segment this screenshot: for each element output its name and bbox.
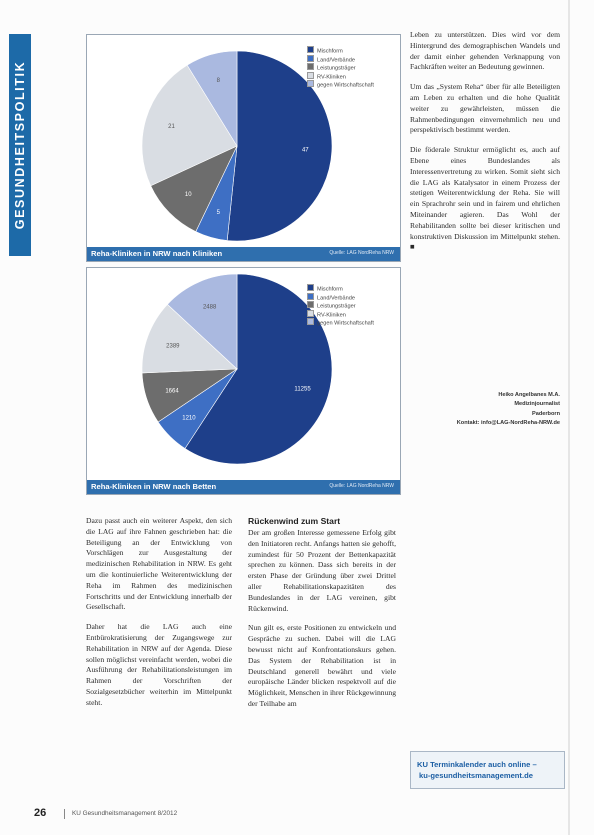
slice-value-label: 10 [184, 191, 192, 198]
author-city: Paderborn [532, 410, 560, 417]
section-heading: Rückenwind zum Start [248, 516, 341, 526]
author-block [410, 391, 560, 429]
legend-swatch [307, 293, 314, 300]
slice-value-label: 8 [216, 78, 221, 85]
legend-label: Mischform [317, 48, 343, 55]
paragraph: Die föderale Struktur ermöglicht es, auch auf Ebene eines Bundeslandes als Interessenvertretung zu wirken. Somit sieht sich die LAG als Katalysator in einem Prozess der stetigen Weiterentwicklung der Reha. Sie will ein Sprachrohr sein und in fairem und ehrlichen Miteinander agieren. Das Wohl der Rehabilitanden sollte bei dieser kritischen und konstruktiven Diskussion im Mittelpunkt stehen. ■ [410, 145, 560, 252]
legend-item [307, 72, 374, 81]
legend-label: Mischform [317, 286, 343, 293]
legend-item [307, 293, 374, 302]
chart-betten [86, 267, 401, 495]
slice-value-label: 2389 [166, 343, 180, 350]
legend-item [307, 46, 374, 55]
legend-swatch [307, 310, 314, 317]
right-text-column [410, 30, 560, 262]
legend-swatch [307, 301, 314, 308]
legend-swatch [307, 46, 314, 53]
legend-item [307, 318, 374, 327]
author-role: Medizinjournalist [514, 401, 560, 408]
promo-url-link[interactable]: ku-gesundheitsmanagement.de [419, 771, 533, 780]
legend-swatch [307, 318, 314, 325]
chart-title: Reha-Kliniken in NRW nach Kliniken [91, 249, 223, 258]
chart-legend [307, 46, 374, 89]
page-number: 26 [34, 807, 47, 819]
slice-value-label: 1210 [182, 415, 196, 422]
promo-headline: KU Terminkalender auch online – [417, 760, 537, 769]
legend-label: Land/Verbände [317, 57, 355, 64]
slice-value-label: 5 [216, 209, 221, 216]
legend-swatch [307, 63, 314, 70]
slice-value-label: 47 [301, 147, 309, 154]
legend-label: RV-Kliniken [317, 312, 346, 319]
slice-value-label: 11255 [294, 386, 311, 393]
legend-item [307, 55, 374, 64]
middle-text-column [248, 516, 396, 719]
paragraph: Dazu passt auch ein weiterer Aspekt, den sich die LAG auf ihre Fahnen geschrieben hat: die Beteiligung an der Entwicklung von Vorschlägen zur Ausgestaltung der medizinischen Rehabilitation in NRW. Es geht um die kontinuierliche Weiterentwicklung der Reha im Rahmen des medizinischen Fortschritts und der Entwicklung innerhalb der Gesellschaft. [86, 516, 232, 612]
paragraph: Leben zu unterstützen. Dies wird vor dem Hintergrund des demographischen Wandels und der damit einher gehenden Verknappung von Fachkräften weiter an Bedeutung gewinnen. [410, 30, 560, 72]
chart-title: Reha-Kliniken in NRW nach Betten [91, 482, 217, 491]
legend-swatch [307, 284, 314, 291]
page-edge-shadow [568, 0, 570, 835]
legend-label: gegen Wirtschaftschaft [317, 320, 374, 327]
legend-label: gegen Wirtschaftschaft [317, 82, 374, 89]
legend-label: Leistungsträger [317, 303, 356, 310]
section-strip [9, 34, 31, 256]
legend-item [307, 284, 374, 293]
publication-name: KU Gesundheitsmanagement 8/2012 [72, 810, 178, 817]
legend-swatch [307, 72, 314, 79]
paragraph: Daher hat die LAG auch eine Entbürokratisierung der Zugangswege zur Rehabilitation in NRW auf der Agenda. Diese sollen möglichst vereinfacht werden, wobei die Ausführung der Rehabilitationsleistungen im Rahmen der Vorschriften der Sozialgesetzbücher weiterhin im Mittelpunkt steht. [86, 622, 232, 707]
chart-source: Quelle: LAG NordReha NRW [329, 483, 394, 489]
legend-item [307, 310, 374, 319]
section-label: GESUNDHEITSPOLITIK [13, 60, 27, 230]
paragraph: Nun gilt es, erste Positionen zu entwickeln und Gespräche zu suchen. Dabei will die LAG bewusst nicht auf Konfrontationskurs gehen. Das System der Rehabilitation ist in Deutschland generell bewährt und viele europäische Länder blicken respektvoll auf die Möglichkeit, Menschen in ihrer Rückgewinnung der Teilhabe am [248, 623, 396, 708]
author-name: Heiko Angelbanes M.A. [498, 392, 560, 398]
legend-item [307, 63, 374, 72]
pie-slices [142, 274, 332, 464]
pie-slices [142, 51, 332, 241]
chart-legend [307, 284, 374, 327]
slice-value-label: 21 [168, 124, 175, 131]
slice-value-label: 2488 [202, 304, 217, 311]
left-text-column [86, 516, 232, 718]
promo-box[interactable] [410, 751, 565, 789]
chart-caption-bar [87, 480, 400, 494]
slice-value-label: 1664 [165, 388, 179, 395]
chart-caption-bar [87, 247, 400, 261]
legend-item [307, 80, 374, 89]
author-contact: Kontakt: info@LAG-NordReha-NRW.de [456, 420, 560, 427]
footer-divider [64, 809, 65, 819]
legend-label: Land/Verbände [317, 295, 355, 302]
chart-source: Quelle: LAG NordReha NRW [329, 250, 394, 256]
legend-label: RV-Kliniken [317, 74, 346, 81]
paragraph: Um das „System Reha“ über für alle Beteiligten am Leben zu erhalten und die hohe Qualität weiter zu gewährleisten, müssen die Rahmenbedingungen einvernehmlich neu und perspektivisch bestimmt werden. [410, 82, 560, 135]
legend-swatch [307, 80, 314, 87]
chart-kliniken [86, 34, 401, 262]
legend-swatch [307, 55, 314, 62]
paragraph: Der am großen Interesse gemessene Erfolg gibt den Initiatoren recht. Anfangs hatten sie gehofft, zumindest für 50 Prozent der Bettenkapazität sprechen zu können. Dass sich bereits in der ersten Phase der Gründung über zwei Drittel aller Rehabilitationskapazitäten des Bundeslandes in der LAG vereinen, gibt Rückenwind. [248, 528, 396, 613]
legend-item [307, 301, 374, 310]
legend-label: Leistungsträger [317, 65, 356, 72]
